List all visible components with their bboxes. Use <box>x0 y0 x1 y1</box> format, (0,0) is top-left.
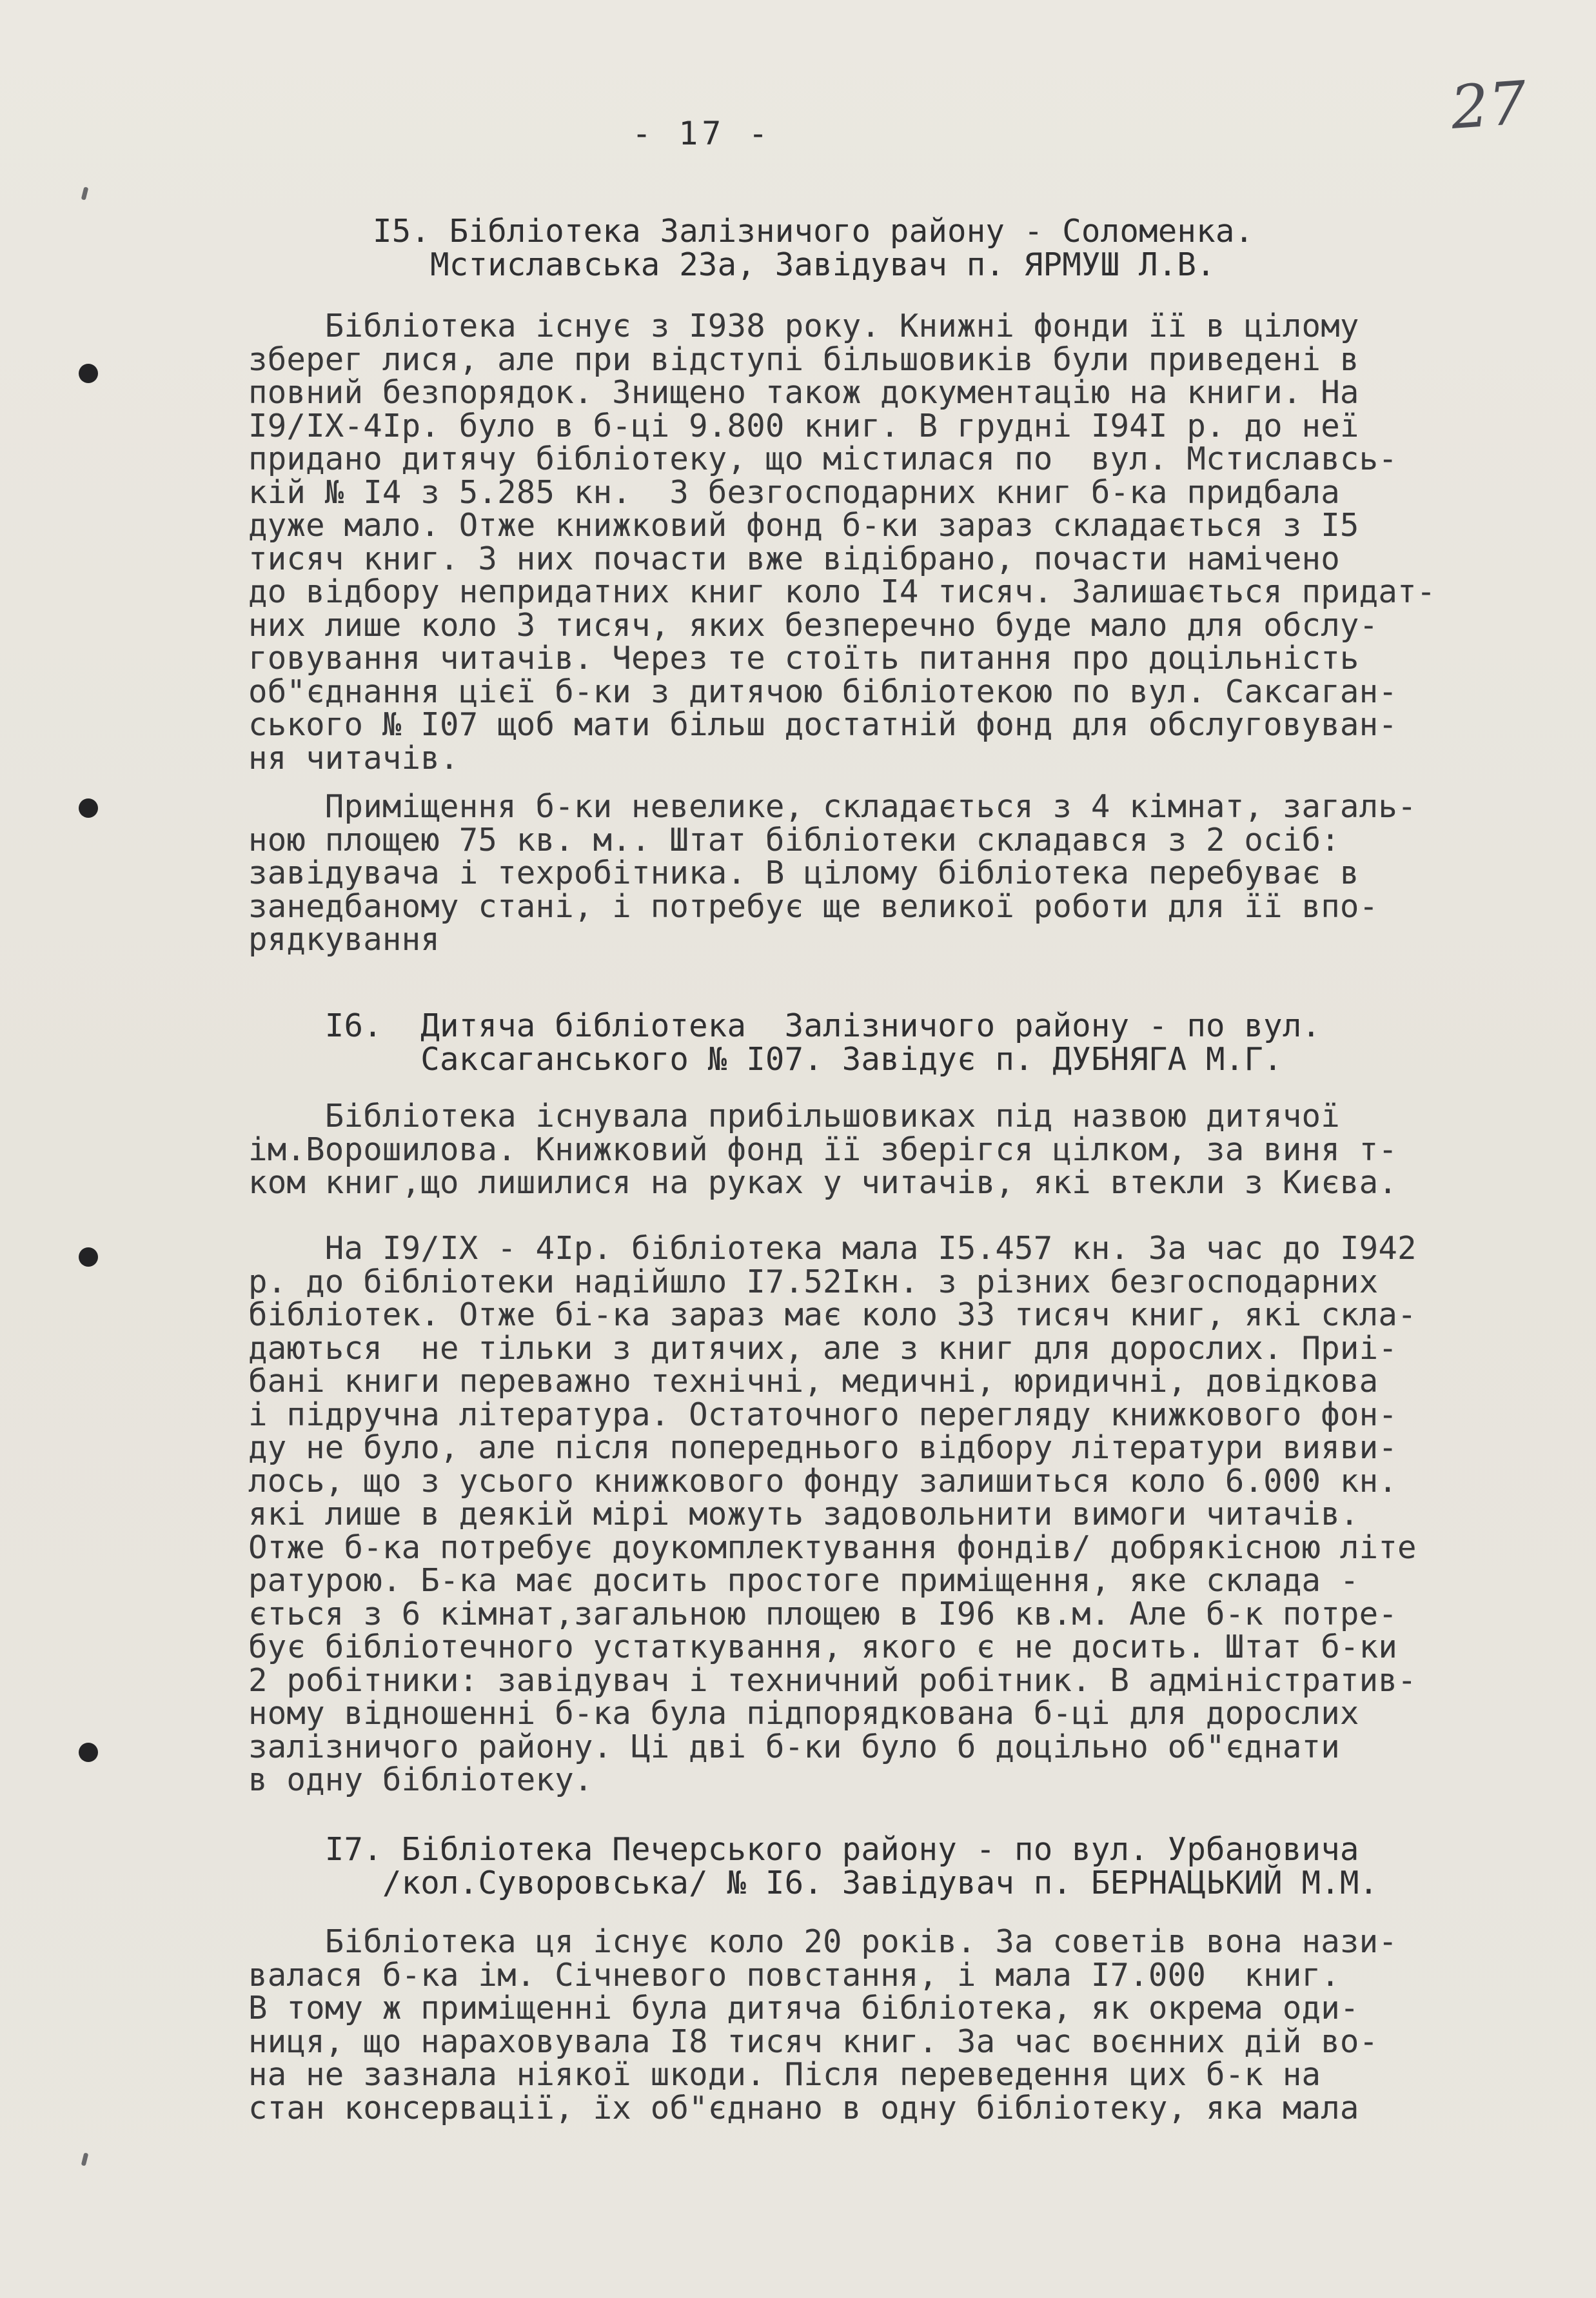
heading-line: /кол.Суворовська/ № I6. Завідувач п. БЕРНАЦЬКИЙ М.М. <box>248 1864 1379 1901</box>
section-15-paragraph-1 <box>248 310 1435 775</box>
text-line: ному відношенні б-ка була підпорядкована б-ці для дорослих <box>248 1695 1359 1732</box>
text-line: кій № I4 з 5.285 кн. З безгосподарних книг б-ка придбала <box>248 473 1340 511</box>
text-line: I9/IX-4Iр. було в б-ці 9.800 книг. В грудні I94I р. до неї <box>248 407 1359 444</box>
text-line: повний безпорядок. Знищено також документацію на книги. На <box>248 374 1359 411</box>
text-line: Бібліотека ця існує коло 20 років. За советів вона нази- <box>248 1923 1398 1960</box>
text-line: Отже б-ка потребує доукомплектування фондів/ добрякісною літе <box>248 1529 1417 1566</box>
text-line: ім.Ворошилова. Книжковий фонд її зберігся цілком, за виня т- <box>248 1131 1398 1168</box>
binder-hole <box>79 1743 98 1762</box>
text-line: дуже мало. Отже книжковий фонд б-ки зараз складається з I5 <box>248 507 1359 544</box>
heading-line: I5. Бібліотека Залізничого району - Соломенка. <box>373 213 1254 250</box>
heading-line: Саксаганського № I07. Завідує п. ДУБНЯГА М.Г. <box>248 1040 1283 1078</box>
text-line: ду не було, але після попереднього відбору літератури вияви- <box>248 1429 1398 1466</box>
text-line: р. до бібліотеки надійшло I7.52Iкн. з різних безгосподарних <box>248 1263 1379 1300</box>
text-line: рядкування <box>248 921 440 958</box>
text-line: тисяч книг. З них почасти вже відібрано, почасти намічено <box>248 540 1340 577</box>
text-line: які лише в деякій мірі можуть задовольнити вимоги читачів. <box>248 1496 1359 1532</box>
margin-mark <box>81 186 89 200</box>
heading-line: I7. Бібліотека Печерського району - по вул. Урбановича <box>248 1831 1359 1868</box>
text-line: лось, що з усього книжкового фонду залишиться коло 6.000 кн. <box>248 1462 1398 1500</box>
text-line: Приміщення б-ки невелике, складається з 4 кімнат, загаль- <box>248 788 1417 825</box>
text-line: бібліотек. Отже бі-ка зараз має коло 33 тисяч книг, які скла- <box>248 1296 1417 1333</box>
section-17-heading <box>248 1833 1378 1899</box>
text-line: ського № I07 щоб мати більш достатній фонд для обслуговуван- <box>248 706 1398 743</box>
text-line: завідувача і техробітника. В цілому бібліотека перебуває в <box>248 855 1359 891</box>
section-15-heading <box>373 215 1254 281</box>
section-15-paragraph-2 <box>248 790 1417 956</box>
text-line: придано дитячу бібліотеку, що містилася по вул. Мстиславсь- <box>248 441 1398 477</box>
text-line: ня читачів. <box>248 739 459 777</box>
text-line: В тому ж приміщенні була дитяча бібліотека, як окрема оди- <box>248 1990 1359 2026</box>
section-16-paragraph-2 <box>248 1232 1417 1797</box>
text-line: говування читачів. Через те стоїть питання про доцільність <box>248 640 1359 677</box>
text-line: в одну бібліотеку. <box>248 1761 593 1798</box>
text-line: бані книги переважно технічні, медичні, юридичні, довідкова <box>248 1363 1379 1400</box>
text-line: зберег лися, але при відступі більшовиків були приведені в <box>248 341 1359 378</box>
text-line: ною площею 75 кв. м.. Штат бібліотеки складався з 2 осіб: <box>248 821 1340 858</box>
text-line: бує бібліотечного устаткування, якого є не досить. Штат б-ки <box>248 1629 1398 1665</box>
text-line: ниця, що нараховувала I8 тисяч книг. За час воєнних дій во- <box>248 2023 1379 2060</box>
text-line: ється з 6 кімнат,загальною площею в I96 кв.м. Але б-к потре- <box>248 1595 1398 1632</box>
folio-number: 27 <box>1448 68 1529 143</box>
text-line: На I9/IX - 4Iр. бібліотека мала I5.457 кн. За час до I942 <box>248 1230 1417 1267</box>
margin-mark <box>81 2152 89 2166</box>
text-line: занедбаному стані, і потребує ще великої роботи для її впо- <box>248 887 1379 925</box>
section-17-paragraph-1 <box>248 1925 1397 2125</box>
text-line: і підручна література. Остаточного перегляду книжкового фон- <box>248 1396 1398 1433</box>
section-16-heading <box>248 1009 1321 1076</box>
page-number: - 17 - <box>632 115 772 152</box>
text-line: ком книг,що лишилися на руках у читачів, які втекли з Києва. <box>248 1164 1398 1201</box>
binder-hole <box>79 798 98 818</box>
text-line: ратурою. Б-ка має досить простоге приміщення, яке склада - <box>248 1562 1359 1599</box>
binder-hole <box>79 364 98 383</box>
text-line: до відбору непридатних книг коло I4 тисяч. Залишається придат- <box>248 573 1436 610</box>
binder-hole <box>79 1247 98 1267</box>
text-line: них лише коло 3 тисяч, яких безперечно буде мало для обслу- <box>248 606 1379 644</box>
text-line: даються не тільки з дитячих, але з книг для дорослих. Приі- <box>248 1329 1398 1367</box>
text-line: залізничого району. Ці дві б-ки було б доцільно об"єднати <box>248 1728 1340 1765</box>
text-line: 2 робітники: завідувач і техничний робітник. В адміністратив- <box>248 1661 1417 1699</box>
heading-line: Мстиславська 23а, Завідувач п. ЯРМУШ Л.В. <box>373 246 1216 283</box>
text-line: на не зазнала ніякої шкоди. Після переведення цих б-к на <box>248 2056 1321 2093</box>
text-line: об"єднання цієї б-ки з дитячою бібліотекою по вул. Саксаган- <box>248 673 1398 710</box>
text-line: Бібліотека існує з I938 року. Книжні фонди її в цілому <box>248 308 1359 344</box>
text-line: Бібліотека існувала прибільшовиках під назвою дитячої <box>248 1098 1340 1134</box>
text-line: стан консервації, їх об"єднано в одну бібліотеку, яка мала <box>248 2089 1359 2126</box>
heading-line: I6. Дитяча бібліотека Залізничого району - по вул. <box>248 1007 1321 1044</box>
text-line: валася б-ка ім. Січневого повстання, і мала I7.000 книг. <box>248 1956 1340 1994</box>
section-16-paragraph-1 <box>248 1100 1397 1200</box>
